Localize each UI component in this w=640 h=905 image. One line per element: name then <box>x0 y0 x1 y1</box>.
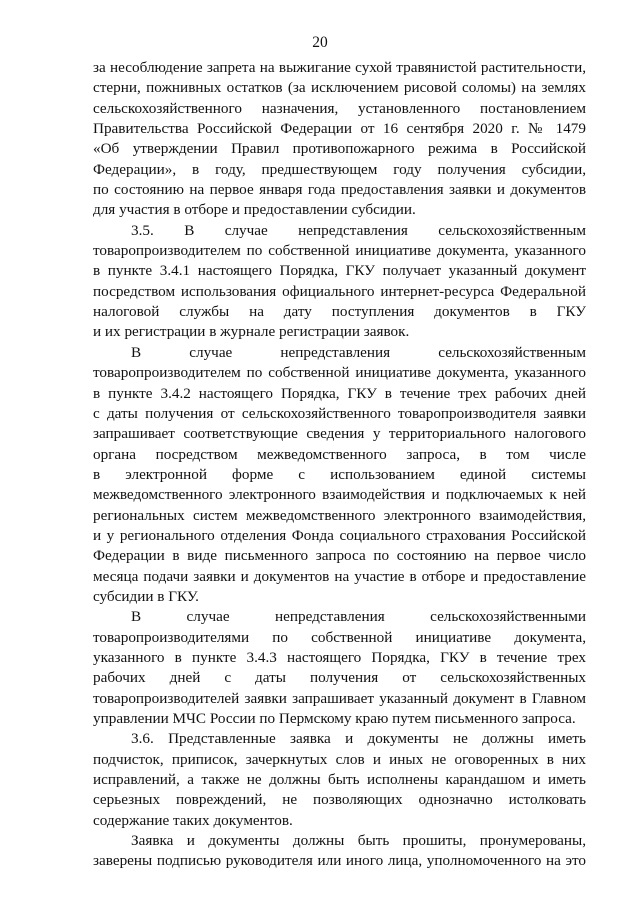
text-line: Правительства Российской Федерации от 16 сентября 2020 г. № 1479 <box>93 120 586 138</box>
text-line: Федерации», в году, предшествующем году получения субсидии, <box>93 160 586 178</box>
text-line: и их регистрации в журнале регистрации заявок. <box>93 323 410 341</box>
text-line: указанного в пункте 3.4.3 настоящего Порядка, ГКУ в течение трех <box>93 648 586 666</box>
text-line: в пункте 3.4.1 настоящего Порядка, ГКУ получает указанный документ <box>93 262 586 280</box>
text-line: товаропроизводителем по собственной инициативе документа, указанного <box>93 242 586 260</box>
text-line: управлении МЧС России по Пермскому краю путем письменного запроса. <box>93 710 576 727</box>
text-line: месяца подачи заявки и документов на участие в отборе и предоставление <box>93 567 586 585</box>
text-line: сельскохозяйственного назначения, установленного постановлением <box>93 99 586 117</box>
text-line: межведомственного электронного взаимодействия и подключаемых к ней <box>93 486 586 504</box>
text-line: товаропроизводителями по собственной инициативе документа, <box>93 628 586 646</box>
text-line: товаропроизводителей заявки запрашивает указанный документ в Главном <box>93 689 586 707</box>
text-line: В случае непредставления сельскохозяйственным <box>131 343 586 361</box>
text-line: товаропроизводителем по собственной инициативе документа, указанного <box>93 364 586 382</box>
text-line: В случае непредставления сельскохозяйственными <box>131 608 586 626</box>
text-line: «Об утверждении Правил противопожарного режима в Российской <box>93 140 586 158</box>
text-line: в пункте 3.4.2 настоящего Порядка, ГКУ в течение трех рабочих дней <box>93 384 586 402</box>
text-line: по состоянию на первое января года предоставления заявки и документов <box>93 181 586 199</box>
body-text <box>93 58 586 872</box>
text-line: исправлений, а также не должны быть исполнены карандашом и иметь <box>93 771 586 789</box>
text-line: 3.5. В случае непредставления сельскохозяйственным <box>131 221 586 239</box>
text-line: в электронной форме с использованием единой системы <box>93 465 586 483</box>
text-line: налоговой службы на дату поступления документов в ГКУ <box>93 303 586 321</box>
text-line: органа посредством межведомственного запроса, в том числе <box>93 445 586 463</box>
text-line: Заявка и документы должны быть прошиты, пронумерованы, <box>131 832 586 850</box>
text-line: содержание таких документов. <box>93 811 293 829</box>
text-line: 3.6. Представленные заявка и документы не должны иметь <box>131 730 586 748</box>
text-line: посредством использования официального интернет-ресурса Федеральной <box>93 282 586 300</box>
text-line: стерни, пожнивных остатков (за исключением рисовой соломы) на землях <box>93 79 586 97</box>
text-line: запрашивает соответствующие сведения у территориального налогового <box>93 425 586 443</box>
text-line: с даты получения от сельскохозяйственного товаропроизводителя заявки <box>93 404 586 422</box>
text-line: серьезных повреждений, не позволяющих однозначно истолковать <box>93 791 586 809</box>
text-line: и у регионального отделения Фонда социального страхования Российской <box>93 526 586 544</box>
page-number: 20 <box>312 34 328 51</box>
text-line: за несоблюдение запрета на выжигание сухой травянистой растительности, <box>93 59 586 76</box>
text-line: рабочих дней с даты получения от сельскохозяйственных <box>93 669 586 687</box>
text-line: Федерации в виде письменного запроса по состоянию на первое число <box>93 547 586 565</box>
text-line: для участия в отборе и предоставлении субсидии. <box>93 201 416 219</box>
text-line: региональных систем межведомственного электронного взаимодействия, <box>93 506 586 524</box>
text-line: подчисток, приписок, зачеркнутых слов и иных не оговоренных в них <box>93 750 586 768</box>
text-line: заверены подписью руководителя или иного лица, уполномоченного на это <box>93 852 586 870</box>
text-line: субсидии в ГКУ. <box>93 587 199 605</box>
